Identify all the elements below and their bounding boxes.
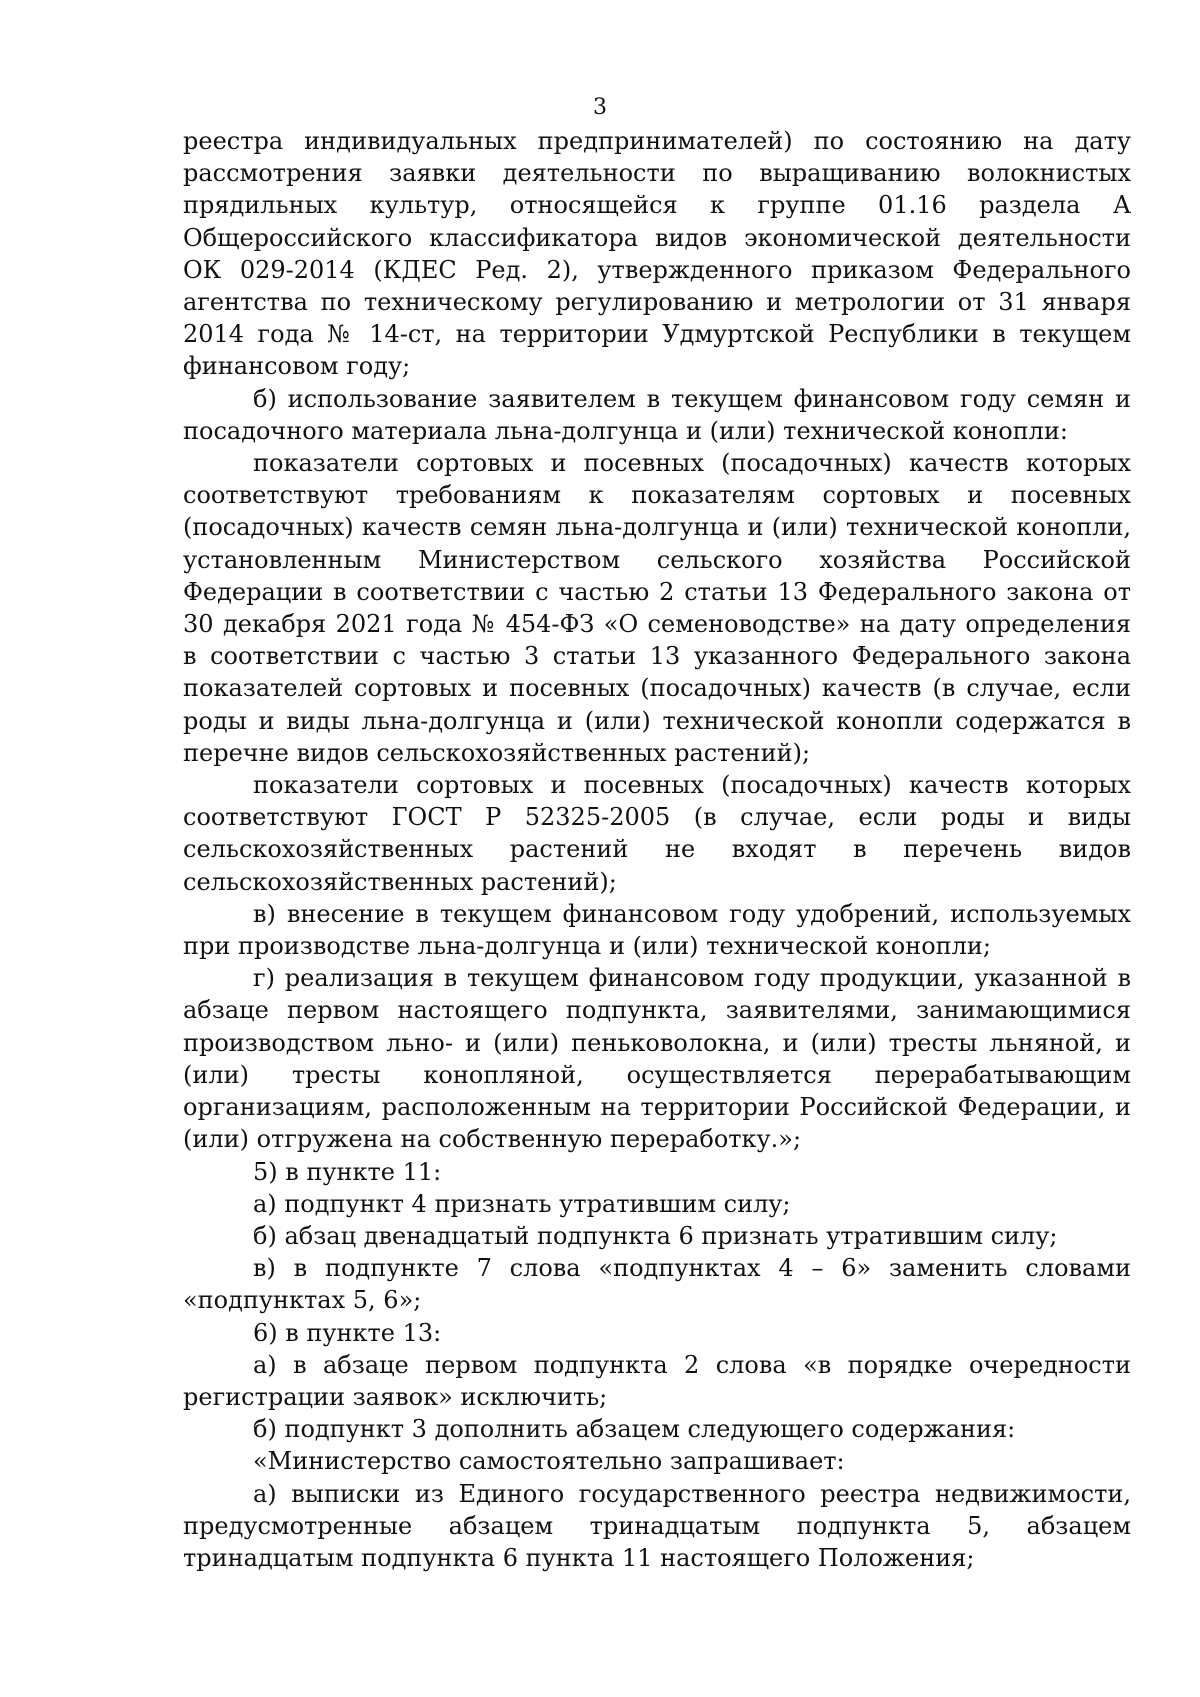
paragraph: показатели сортовых и посевных (посадочных) качеств которых соответствуют ГОСТ Р 52325-2005 (в случае, если роды и виды сельскохозяйственных растений не входят в перечень видов сельскохозяйственных растений); [183, 771, 1131, 896]
paragraph: а) выписки из Единого государственного реестра недвижимости, предусмотренные абзацем тринадцатым подпункта 5, абзацем тринадцатым подпункта 6 пункта 11 настоящего Положения; [183, 1479, 1131, 1572]
paragraph: а) подпункт 4 признать утратившим силу; [253, 1189, 791, 1218]
paragraph: г) реализация в текущем финансовом году продукции, указанной в абзаце первом настоящего подпункта, заявителями, занимающимися производством льно- и (или) пеньковолокна, и (или) тресты льняной, и (или) тресты конопляной, осуществляется перерабатывающим организациям, расположенным на территории Российской Федерации, и (или) отгружена на собственную переработку.»; [183, 964, 1131, 1154]
paragraph: реестра индивидуальных предпринимателей) по состоянию на дату рассмотрения заявки деятельности по выращиванию волокнистых прядильных культур, относящейся к группе 01.16 раздела А Общероссийского классификатора видов экономической деятельности ОК 029-2014 (КДЕС Ред. 2), утвержденного приказом Федерального агентства по техническому регулированию и метрологии от 31 января 2014 года № 14-ст, на территории Удмуртской Республики в текущем финансовом году; [183, 127, 1131, 381]
paragraph: б) абзац двенадцатый подпункта 6 признать утратившим силу; [253, 1221, 1058, 1250]
page-number: 3 [593, 95, 607, 120]
paragraph: а) в абзаце первом подпункта 2 слова «в порядке очередности регистрации заявок» исключить; [183, 1350, 1131, 1411]
document-body [183, 125, 1131, 1574]
paragraph: показатели сортовых и посевных (посадочных) качеств которых соответствуют требованиям к показателям сортовых и посевных (посадочных) качеств семян льна-долгунца и (или) технической конопли, установленным Министерством сельского хозяйства Российской Федерации в соответствии с частью 2 статьи 13 Федерального закона от 30 декабря 2021 года № 454-ФЗ «О семеноводстве» на дату определения в соответствии с частью 3 статьи 13 указанного Федерального закона показателей сортовых и посевных (посадочных) качеств (в случае, если роды и виды льна-долгунца и (или) технической конопли содержатся в перечне видов сельскохозяйственных растений); [183, 449, 1131, 767]
paragraph: б) подпункт 3 дополнить абзацем следующего содержания: [253, 1415, 1016, 1444]
paragraph: в) внесение в текущем финансовом году удобрений, используемых при производстве льна-долгунца и (или) технической конопли; [183, 899, 1131, 961]
paragraph: б) использование заявителем в текущем финансовом году семян и посадочного материала льна-долгунца и (или) технической конопли: [183, 384, 1131, 445]
paragraph: 6) в пункте 13: [253, 1318, 442, 1347]
paragraph: «Министерство самостоятельно запрашивает: [253, 1447, 845, 1476]
paragraph: 5) в пункте 11: [253, 1157, 442, 1186]
paragraph: в) в подпункте 7 слова «подпунктах 4 – 6» заменить словами «подпунктах 5, 6»; [183, 1254, 1131, 1315]
